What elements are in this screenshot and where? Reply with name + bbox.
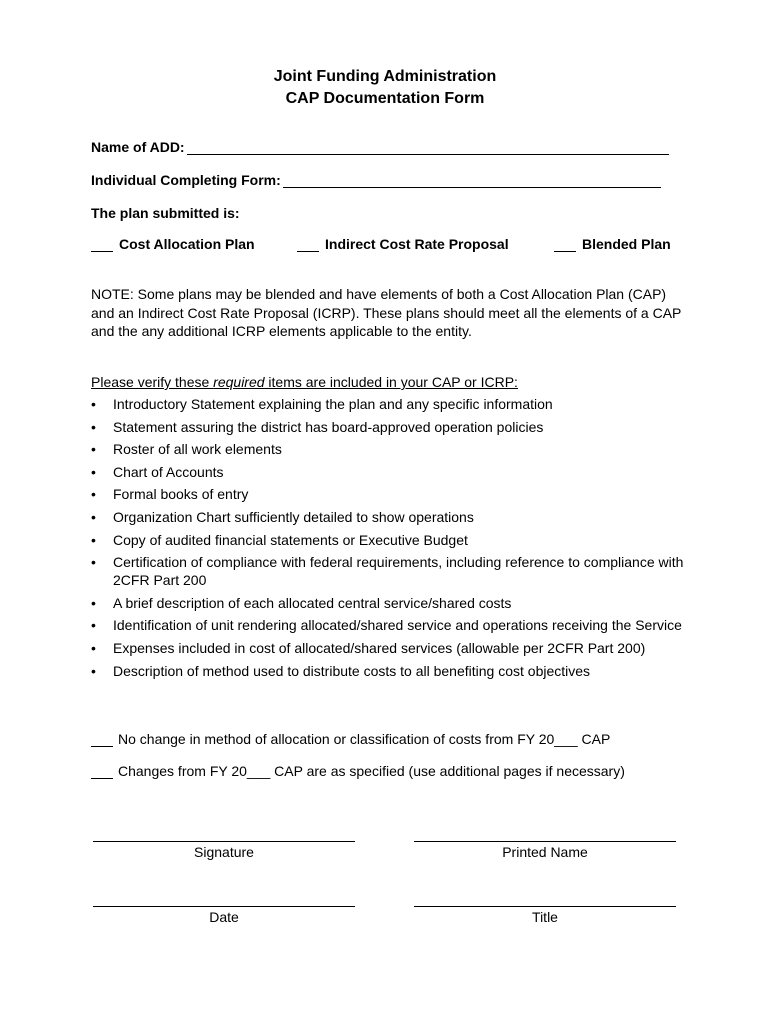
list-item xyxy=(91,508,691,526)
verify-heading xyxy=(91,374,518,390)
verify-suffix: items are included in your CAP or ICRP: xyxy=(264,374,518,390)
verify-emphasis: required xyxy=(213,374,265,390)
bullet-icon: • xyxy=(91,486,96,503)
note-paragraph: NOTE: Some plans may be blended and have elements of both a Cost Allocation Plan (CAP) and an Indirect Cost Rate Proposal (ICRP). These plans should meet all the elements of a CAP and the any additional ICRP elements applicable to the entity. xyxy=(91,286,682,339)
cost-allocation-blank[interactable] xyxy=(91,237,113,252)
bullet-icon: • xyxy=(91,441,96,458)
bullet-icon: • xyxy=(91,531,96,548)
printed-name-block xyxy=(414,841,676,860)
printed-name-label: Printed Name xyxy=(502,844,588,860)
required-items-list xyxy=(91,395,691,684)
individual-field[interactable] xyxy=(283,173,661,188)
list-item-text: Copy of audited financial statements or Executive Budget xyxy=(113,531,468,548)
list-item-text: Identification of unit rendering allocated/shared service and operations receiving the Service xyxy=(113,617,682,634)
changes-from-row xyxy=(91,763,625,779)
name-of-add-row xyxy=(91,139,669,155)
bullet-icon: • xyxy=(91,617,96,634)
option-indirect-cost xyxy=(297,236,509,252)
signature-line[interactable] xyxy=(93,841,355,842)
list-item-text: Introductory Statement explaining the plan and any specific information xyxy=(113,396,553,412)
name-of-add-field[interactable] xyxy=(187,140,669,155)
bullet-icon: • xyxy=(91,396,96,412)
plan-submitted-row xyxy=(91,205,240,221)
date-line[interactable] xyxy=(93,906,355,907)
title-label: Title xyxy=(532,909,558,925)
list-item-text: Organization Chart sufficiently detailed to show operations xyxy=(113,508,474,525)
bullet-icon: • xyxy=(91,418,96,435)
no-change-blank[interactable] xyxy=(91,732,113,747)
no-change-row xyxy=(91,731,610,747)
indirect-cost-label: Indirect Cost Rate Proposal xyxy=(325,236,509,252)
list-item xyxy=(91,594,691,612)
bullet-icon: • xyxy=(91,554,96,571)
list-item xyxy=(91,395,691,413)
signature-label: Signature xyxy=(194,844,254,860)
no-change-label: No change in method of allocation or classification of costs from FY 20___ CAP xyxy=(118,731,611,747)
list-item xyxy=(91,616,691,634)
list-item xyxy=(91,639,691,657)
individual-label: Individual Completing Form: xyxy=(91,172,281,188)
printed-name-line[interactable] xyxy=(414,841,676,842)
list-item xyxy=(91,463,691,481)
title-block xyxy=(414,906,676,925)
list-item-text: A brief description of each allocated central service/shared costs xyxy=(113,594,512,611)
list-item-text: Certification of compliance with federal requirements, including reference to compliance with 2CFR Part 200 xyxy=(113,554,684,589)
bullet-icon: • xyxy=(91,639,96,656)
verify-prefix: Please verify these xyxy=(91,374,214,390)
signature-block xyxy=(93,841,355,860)
list-item xyxy=(91,662,691,680)
list-item xyxy=(91,440,691,458)
date-label: Date xyxy=(209,909,239,925)
list-item xyxy=(91,531,691,549)
bullet-icon: • xyxy=(91,594,96,611)
form-subtitle: CAP Documentation Form xyxy=(285,90,485,107)
title-line[interactable] xyxy=(414,906,676,907)
option-blended xyxy=(554,236,671,252)
blended-label: Blended Plan xyxy=(582,236,671,252)
list-item-text: Expenses included in cost of allocated/shared services (allowable per 2CFR Part 200) xyxy=(113,639,646,656)
list-item xyxy=(91,553,691,589)
list-item-text: Statement assuring the district has board-approved operation policies xyxy=(113,418,544,435)
list-item xyxy=(91,485,691,503)
indirect-cost-blank[interactable] xyxy=(297,237,319,252)
bullet-icon: • xyxy=(91,662,96,679)
changes-from-blank[interactable] xyxy=(91,764,113,779)
date-block xyxy=(93,906,355,925)
cost-allocation-label: Cost Allocation Plan xyxy=(119,236,255,252)
list-item xyxy=(91,418,691,436)
blended-blank[interactable] xyxy=(554,237,576,252)
form-title: Joint Funding Administration xyxy=(273,68,497,85)
plan-submitted-label: The plan submitted is: xyxy=(91,205,240,221)
list-item-text: Chart of Accounts xyxy=(113,463,224,480)
changes-from-label: Changes from FY 20___ CAP are as specified (use additional pages if necessary) xyxy=(118,763,625,779)
list-item-text: Roster of all work elements xyxy=(113,441,282,458)
list-item-text: Formal books of entry xyxy=(113,486,249,503)
option-cost-allocation xyxy=(91,236,255,252)
name-of-add-label: Name of ADD: xyxy=(91,139,185,155)
list-item-text: Description of method used to distribute costs to all benefiting cost objectives xyxy=(113,662,591,679)
individual-row xyxy=(91,172,661,188)
bullet-icon: • xyxy=(91,463,96,480)
bullet-icon: • xyxy=(91,508,96,525)
